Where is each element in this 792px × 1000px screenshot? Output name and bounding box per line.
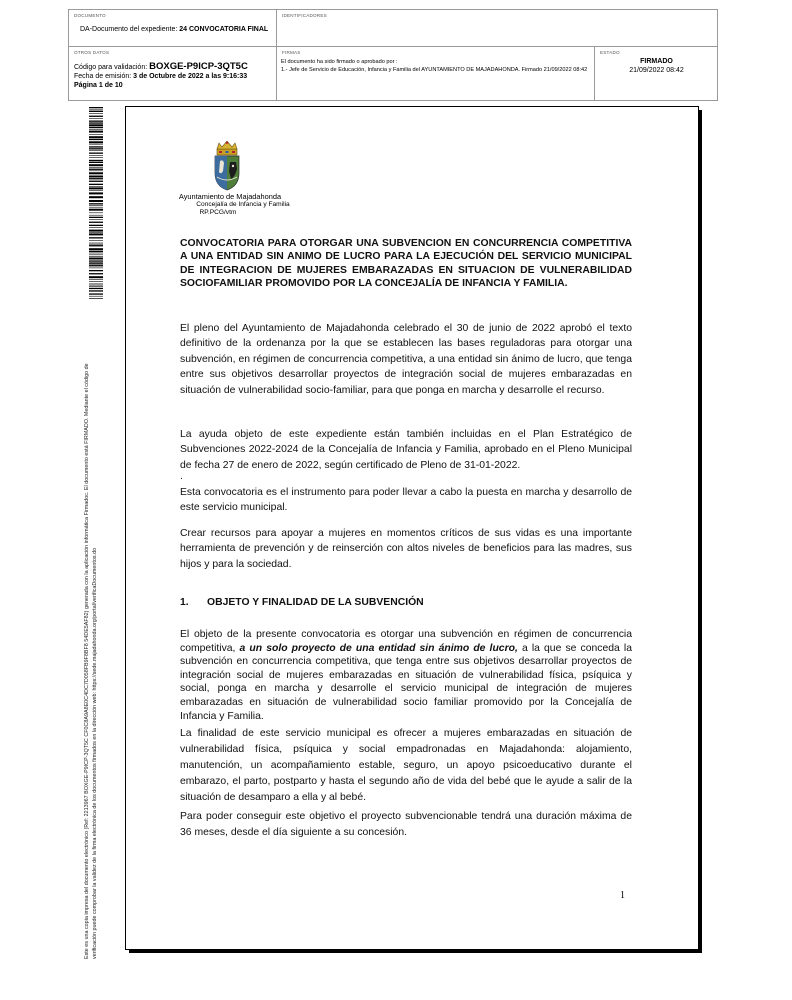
page-number: 1 <box>620 890 625 901</box>
section-heading-objeto <box>180 597 632 608</box>
section-title: OBJETO Y FINALIDAD DE LA SUBVENCIÓN <box>207 597 424 608</box>
identificadores-label: IDENTIFICADORES <box>282 13 327 18</box>
estado-label: ESTADO <box>600 50 620 55</box>
documento-cell <box>69 10 277 47</box>
page-frame-shadow-right <box>699 110 702 953</box>
emission-date-line: Fecha de emisión: 3 de Octubre de 2022 a las 9:16:33 <box>74 73 248 80</box>
letterhead-department: Concejalía de Infancia y Familia <box>196 201 290 208</box>
letterhead-reference: RP.PCG/vtm <box>199 209 237 216</box>
document-title: CONVOCATORIA PARA OTORGAR UNA SUBVENCION EN CONCURRENCIA COMPETITIVA A UNA ENTIDAD SIN ANIMO DE LUCRO PARA LA EJECUCIÓN DEL SERVICIO MUNICIPAL DE INTEGRACION DE MUJERES EMBARAZADAS EN SITUACION DE VULNERABILIDAD SOCIOFAMILIAR PROMOVIDO POR LA CONCEJALÍA DE INFANCIA Y FAMILIA. <box>180 238 632 290</box>
firmas-signer: 1.- Jefe de Servicio de Educación, Infancia y Familia del AYUNTAMIENTO DE MAJADAHONDA. Firmado 21/09/2022 08:42 <box>281 67 588 73</box>
estado-date: 21/09/2022 08:42 <box>629 67 684 74</box>
paragraph-instrumento: Esta convocatoria es el instrumento para poder llevar a cabo la puesta en marcha y desarrollo de este servicio municipal. <box>180 487 632 514</box>
firmas-cell <box>277 47 595 101</box>
estado-value: FIRMADO <box>640 58 673 65</box>
page-frame-shadow-bottom <box>129 950 702 953</box>
emphasis-un-solo-proyecto: a un solo proyecto de una entidad sin ánimo de lucro, <box>239 642 518 654</box>
paragraph-crear-recursos: Crear recursos para apoyar a mujeres en momentos críticos de sus vidas es una importante herramienta de prevención y de reinserción con altos niveles de beneficios para las madres, sus hijos y para la sociedad. <box>180 528 632 570</box>
identificadores-cell <box>277 10 718 47</box>
estado-cell <box>595 47 718 101</box>
paragraph-finalidad: La finalidad de este servicio municipal es ofrecer a mujeres embarazadas en situación de vulnerabilidad física, psíquica y social empadronadas en Majadahonda: alojamiento, manutención, un acompañamiento estable, seguro, un apoyo psicoeducativo durante el embarazo, el parto, postparto y hasta el segundo año de vida del bebé que le ayude a salir de la situación de desamparo a ella y al bebé. <box>180 728 632 803</box>
side-note-line-2: verificación puede comprobar la validez de la firma electrónica de los documentos firmados en la dirección web: https://sede.majadahonda.org/portal/verificaDocumentos.do <box>92 547 98 959</box>
paragraph-duracion: Para poder conseguir este objetivo el proyecto subvencionable tendrá una duración máxima de 36 meses, desde el día siguiente a su concesión. <box>180 811 632 838</box>
paragraph-plan-estrategico: La ayuda objeto de este expediente están también incluidas en el Plan Estratégico de Subvenciones 2022-2024 de la Concejalía de Infancia y Familia, aprobado en el Pleno Municipal de fecha 27 de enero de 2022, según certificado de Pleno de 31-01-2022. <box>180 429 632 471</box>
otros-datos-cell <box>69 47 277 101</box>
paragraph-pleno: El pleno del Ayuntamiento de Majadahonda celebrado el 30 de junio de 2022 aprobó el texto definitivo de la ordenanza por la que se establecen las bases reguladoras para otorgar una subvención, en régimen de concurrencia competitiva, a una entidad sin ánimo de lucro, que tenga entre sus objetivos desarrollar proyectos de integración social de mujeres embarazadas en situación de vulnerabilidad socio-familiar, para que ponga en marcha y desarrolle el recurso. <box>180 323 632 396</box>
side-note-line-1: Este es una copia impresa del documento electrónico (Ref: 2213967 BOXGE-P9ICP-3QT5C CF0C8A9A8E0C4DC7D058FB9F8BF8 54DE5AF82) generada con la aplicación informática Firmadoc. El documento está FIRMADO. Mediante el código de <box>84 363 90 959</box>
documento-label: DOCUMENTO <box>74 13 106 18</box>
validation-barcode <box>89 107 103 299</box>
document-header-table <box>68 9 718 101</box>
documento-value: DA-Documento del expediente: 24 CONVOCATORIA FINAL <box>80 26 269 33</box>
otros-datos-label: OTROS DATOS <box>74 50 110 55</box>
section-number: 1. <box>180 597 189 608</box>
paragraph-objeto: El objeto de la presente convocatoria es otorgar una subvención en régimen de concurrencia competitiva, a un solo proyecto de una entidad sin ánimo de lucro, a la que se conceda la subvención en concurrencia competitiva, que tenga entre sus objetivos desarrollar proyectos de integración social de mujeres embarazadas en situación de vulnerabilidad física, psíquica y social, ponga en marcha y desarrolle el servicio municipal de integración de mujeres embarazadas en situación de vulnerabilidad socio familiar promovido por la Concejalía de Infancia y Familia. <box>180 629 632 722</box>
municipal-coat-of-arms-icon <box>211 141 243 191</box>
validation-code-line: Código para validación: BOXGE-P9ICP-3QT5C <box>74 61 248 72</box>
stray-dot: . <box>180 471 183 482</box>
letterhead-institution: Ayuntamiento de Majadahonda <box>178 192 282 201</box>
page-count: Página 1 de 10 <box>74 82 123 89</box>
firmas-label: FIRMAS <box>282 50 301 55</box>
firmas-intro: El documento ha sido firmado o aprobado por : <box>281 59 398 65</box>
validation-code: BOXGE-P9ICP-3QT5C <box>149 61 248 72</box>
verification-side-note <box>83 299 99 959</box>
